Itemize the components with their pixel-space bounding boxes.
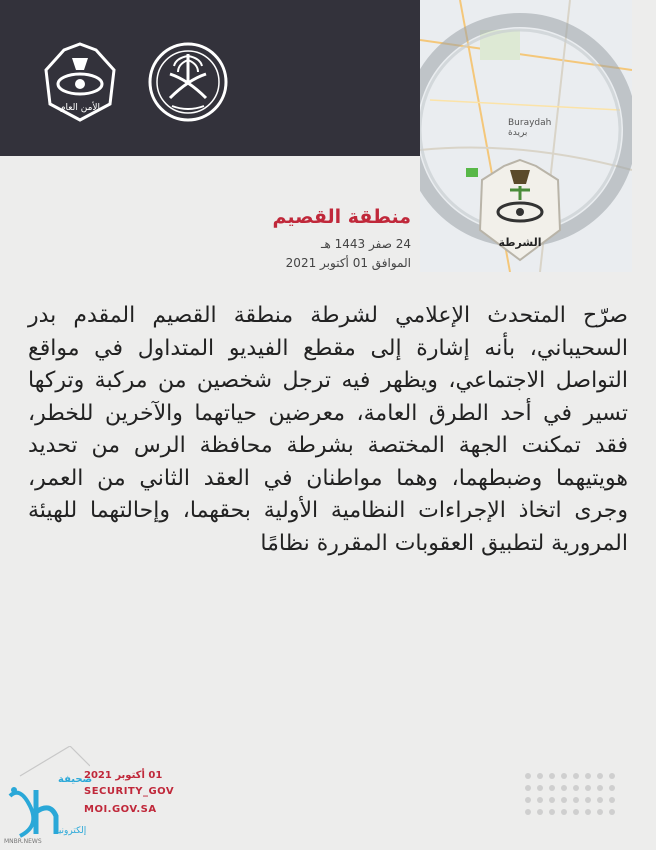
- watermark-subtext: إلكترونية: [54, 826, 87, 836]
- map-city-label: Buraydah بريدة: [508, 118, 552, 138]
- map-panel: [420, 0, 632, 272]
- watermark-corner-text: MNBR.NEWS: [4, 838, 42, 845]
- security-emblem-caption: الأمن العام: [59, 103, 101, 113]
- watermark-text: صحيفة: [58, 774, 93, 785]
- footer-website: MOI.GOV.SA: [84, 804, 157, 815]
- footer-social-handle: SECURITY_GOV: [84, 786, 175, 797]
- hijri-date: 24 صفر 1443 هـ: [320, 237, 411, 251]
- decorative-dot-grid: [518, 766, 628, 826]
- region-title: منطقة القصيم: [272, 206, 411, 228]
- public-security-emblem: [38, 40, 122, 124]
- police-badge-caption: الشرطة: [498, 236, 542, 249]
- statement-body: صرّح المتحدث الإعلامي لشرطة منطقة القصيم المقدم بدر السحيباني، بأنه إشارة إلى مقطع الفيديو المتداول في مواقع التواصل الاجتماعي، ويظهر فيه ترجل شخصين من مركبة وتركها تسير في أحد الطرق العامة، معرضين حياتهما والآخرين للخطر، فقد تمكنت الجهة المختصة بشرطة محافظة الرس من تحديد هويتيهما وضبطهما، وهما مواطنان في العقد الثاني من العمر، وجرى اتخاذ الإجراءات النظامية الأولية بحقهما، وإحالتهما للهيئة المرورية لتطبيق العقوبات المقررة نظامًا: [28, 303, 628, 556]
- footer-date: 01 أكتوبر 2021: [84, 770, 163, 781]
- saudi-seal-logo: [146, 40, 230, 124]
- gregorian-date: الموافق 01 أكتوبر 2021: [285, 256, 411, 270]
